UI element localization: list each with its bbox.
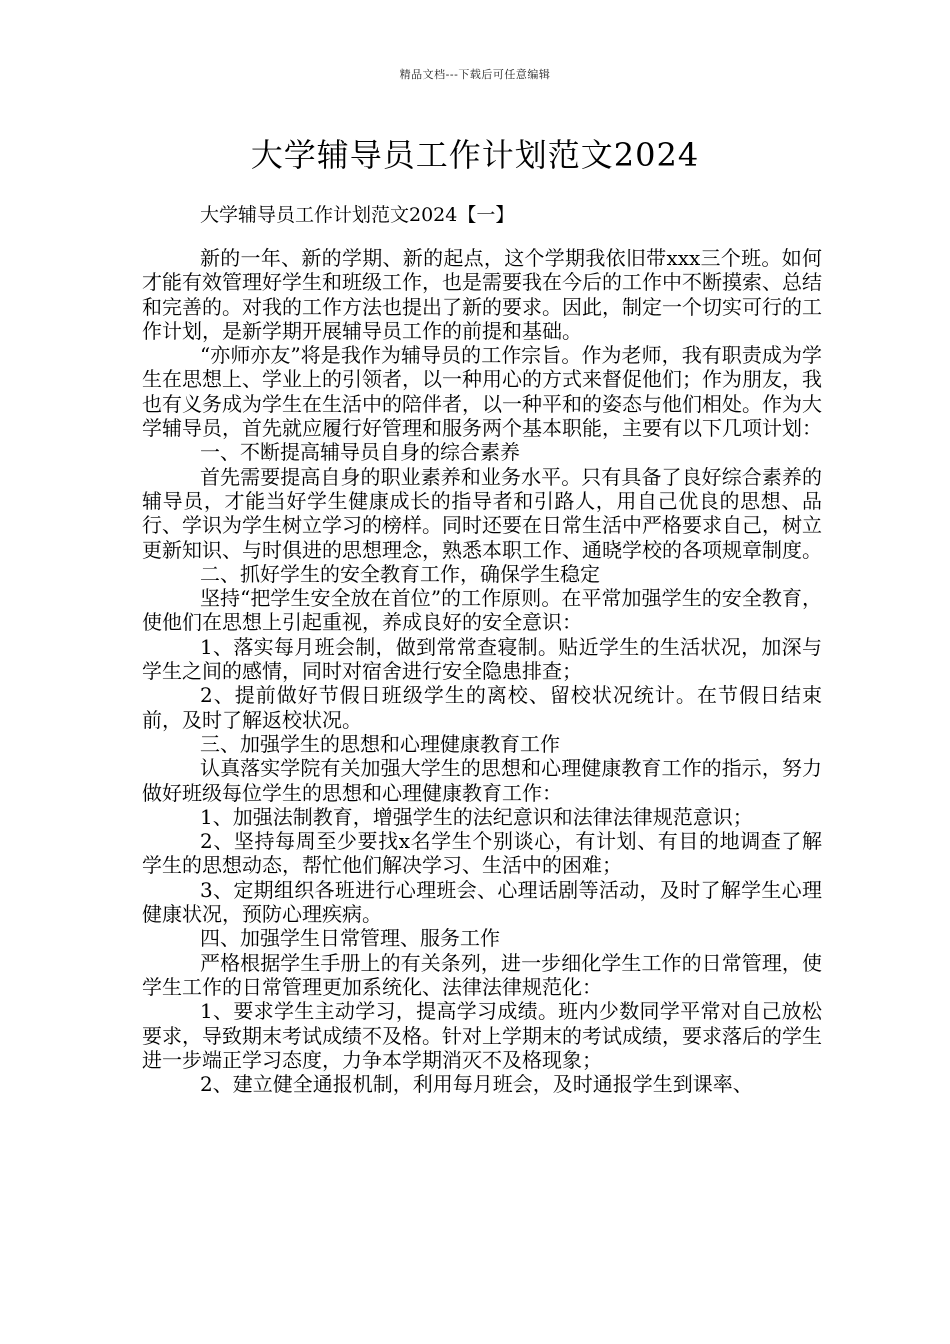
section-heading: 三、加强学生的思想和心理健康教育工作 <box>200 731 560 756</box>
list-item: 2、建立健全通报机制，利用每月班会，及时通报学生到课率、 <box>200 1072 753 1097</box>
section-heading: 一、不断提高辅导员自身的综合素养 <box>200 440 520 465</box>
list-item: 1、加强法制教育，增强学生的法纪意识和法律法律规范意识； <box>200 804 753 829</box>
list-item: 2、坚持每周至少要找x名学生个别谈心，有计划、有目的地调查了解学生的思想动态，帮忙他们解决学习、生活中的困难； <box>142 829 822 878</box>
paragraph: “亦师亦友”将是我作为辅导员的工作宗旨。作为老师，我有职责成为学生在思想上、学业上的引领者，以一种用心的方式来督促他们；作为朋友，我也有义务成为学生在生活中的陪伴者，以一种平和的姿态与他们相处。作为大学辅导员，首先就应履行好管理和服务两个基本职能，主要有以下几项计划： <box>142 343 822 441</box>
list-item: 3、定期组织各班进行心理班会、心理话剧等活动，及时了解学生心理健康状况，预防心理疾病。 <box>142 877 822 927</box>
paragraph: 首先需要提高自身的职业素养和业务水平。只有具备了良好综合素养的辅导员，才能当好学生健康成长的指导者和引路人，用自己优良的思想、品行、学识为学生树立学习的榜样。同时还要在日常生活中严格要求自己，树立更新知识、与时俱进的思想理念，熟悉本职工作、通晓学校的各项规章制度。 <box>142 464 822 562</box>
paragraph: 认真落实学院有关加强大学生的思想和心理健康教育工作的指示，努力做好班级每位学生的思想和心理健康教育工作： <box>142 756 822 805</box>
paragraph: 严格根据学生手册上的有关条列，进一步细化学生工作的日常管理，使学生工作的日常管理更加系统化、法律法律规范化： <box>142 950 822 999</box>
document-title: 大学辅导员工作计划范文2024 <box>250 136 700 174</box>
list-item: 1、要求学生主动学习，提高学习成绩。班内少数同学平常对自己放松要求，导致期末考试成绩不及格。针对上学期末的考试成绩，要求落后的学生进一步端正学习态度，力争本学期消灭不及格现象； <box>142 999 822 1072</box>
paragraph: 坚持“把学生安全放在首位”的工作原则。在平常加强学生的安全教育，使他们在思想上引起重视，养成良好的安全意识： <box>142 586 822 635</box>
section-heading: 四、加强学生日常管理、服务工作 <box>200 926 500 951</box>
list-item: 2、提前做好节假日班级学生的离校、留校状况统计。在节假日结束前，及时了解返校状况。 <box>142 683 822 732</box>
body-text <box>142 246 822 1096</box>
paragraph: 新的一年、新的学期、新的起点，这个学期我依旧带xxx三个班。如何才能有效管理好学生和班级工作，也是需要我在今后的工作中不断摸索、总结和完善的。对我的工作方法也提出了新的要求。因此，制定一个切实可行的工作计划，是新学期开展辅导员工作的前提和基础。 <box>142 246 822 343</box>
section-subtitle: 大学辅导员工作计划范文2024【一】 <box>200 204 515 226</box>
header-note: 精品文档---下载后可任意编辑 <box>399 68 551 81</box>
section-heading: 二、抓好学生的安全教育工作，确保学生稳定 <box>200 561 600 586</box>
list-item: 1、落实每月班会制，做到常常查寝制。贴近学生的生活状况，加深与学生之间的感情，同时对宿舍进行安全隐患排查； <box>142 634 822 684</box>
